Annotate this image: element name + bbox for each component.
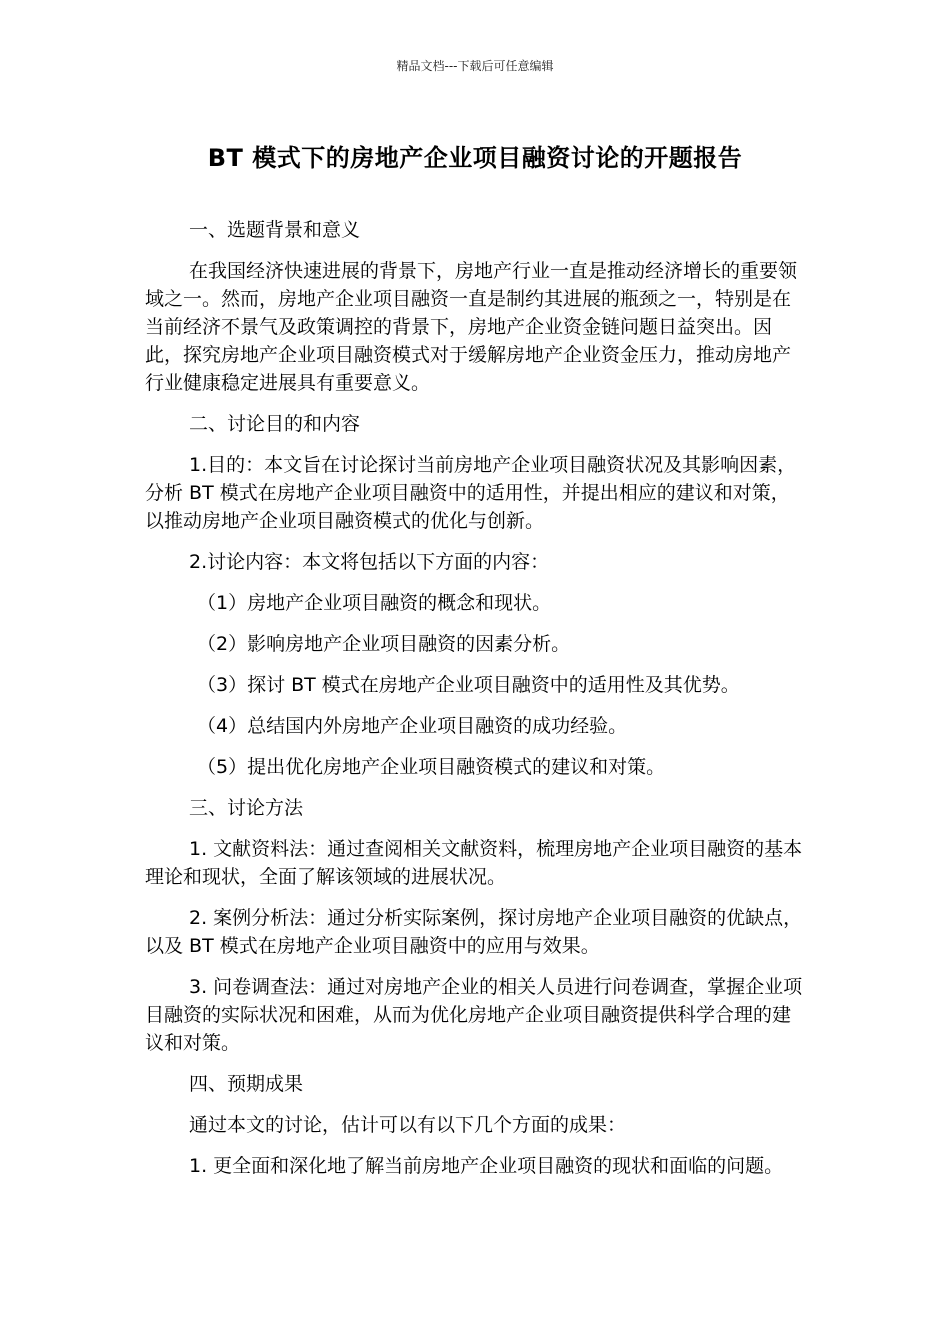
list-item: （2）影响房地产企业项目融资的因素分析。 <box>197 633 571 655</box>
section-heading: 四、预期成果 <box>189 1073 304 1095</box>
paragraph: 1. 文献资料法：通过查阅相关文献资料，梳理房地产企业项目融资的基本理论和现状，全面了解该领域的进展状况。 <box>145 838 803 888</box>
paragraph: 在我国经济快速进展的背景下，房地产行业一直是推动经济增长的重要领域之一。然而，房地产企业项目融资一直是制约其进展的瓶颈之一，特别是在当前经济不景气及政策调控的背景下，房地产企业资金链问题日益突出。因此，探究房地产企业项目融资模式对于缓解房地产企业资金压力，推动房地产行业健康稳定进展具有重要意义。 <box>145 260 798 394</box>
paragraph: 2. 案例分析法：通过分析实际案例，探讨房地产企业项目融资的优缺点，以及 BT 模式在房地产企业项目融资中的应用与效果。 <box>145 907 803 957</box>
list-item: （5）提出优化房地产企业项目融资模式的建议和对策。 <box>197 756 666 778</box>
page-header: 精品文档---下载后可任意编辑 <box>396 59 554 73</box>
list-item: （1）房地产企业项目融资的概念和现状。 <box>197 592 552 614</box>
section-heading: 三、讨论方法 <box>189 797 304 819</box>
paragraph: 2.讨论内容：本文将包括以下方面的内容： <box>189 551 550 573</box>
list-item: （4）总结国内外房地产企业项目融资的成功经验。 <box>197 715 628 737</box>
paragraph: 1.目的：本文旨在讨论探讨当前房地产企业项目融资状况及其影响因素，分析 BT 模式在房地产企业项目融资中的适用性，并提出相应的建议和对策，以推动房地产企业项目融资模式的优化与创新。 <box>145 454 797 532</box>
section-heading: 一、选题背景和意义 <box>189 219 361 241</box>
paragraph: 通过本文的讨论，估计可以有以下几个方面的成果： <box>189 1114 627 1136</box>
section-heading: 二、讨论目的和内容 <box>189 413 361 435</box>
paragraph: 3. 问卷调查法：通过对房地产企业的相关人员进行问卷调查，掌握企业项目融资的实际状况和困难，从而为优化房地产企业项目融资提供科学合理的建议和对策。 <box>145 976 803 1054</box>
list-item: （3）探讨 BT 模式在房地产企业项目融资中的适用性及其优势。 <box>197 674 740 696</box>
paragraph: 1. 更全面和深化地了解当前房地产企业项目融资的现状和面临的问题。 <box>189 1155 784 1177</box>
document-title: BT 模式下的房地产企业项目融资讨论的开题报告 <box>207 144 743 172</box>
document-body <box>145 216 807 1193</box>
